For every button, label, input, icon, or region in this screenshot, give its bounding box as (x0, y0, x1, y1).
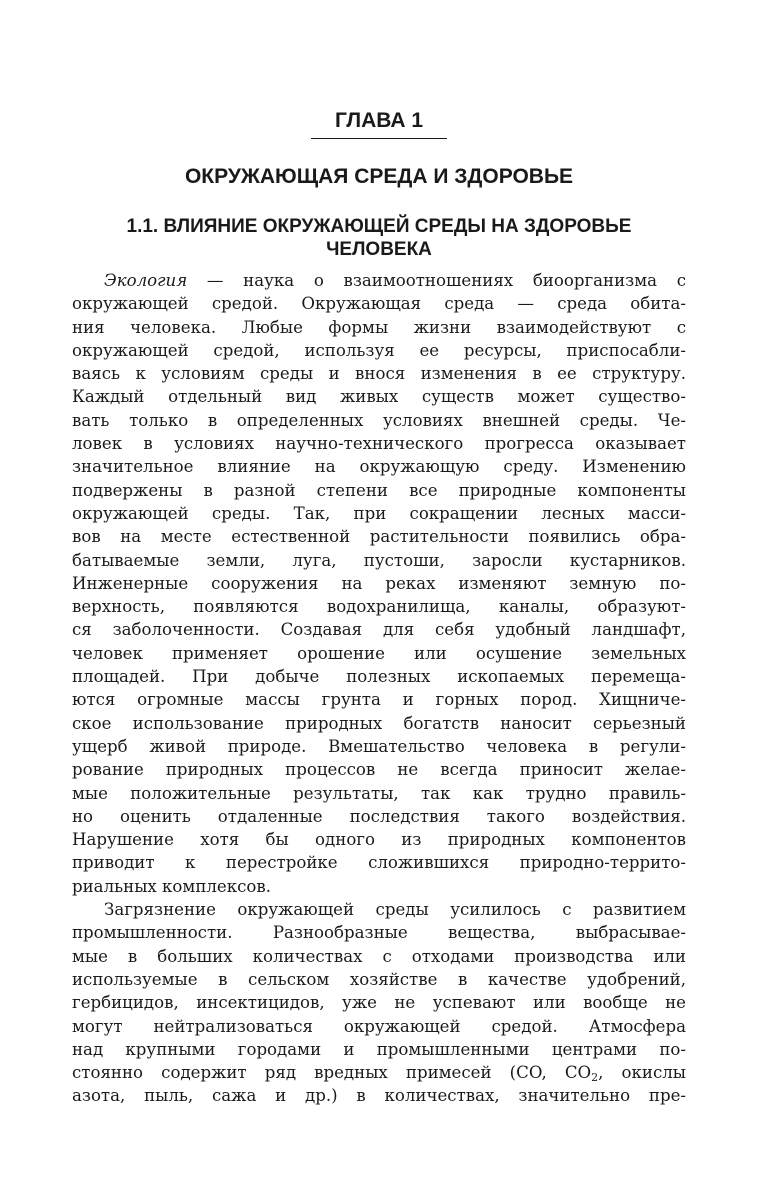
text-run: площадей. При добыче полезных ископаемых перемеща- (72, 667, 686, 687)
section-title: 1.1. ВЛИЯНИЕ ОКРУЖАЮЩЕЙ СРЕДЫ НА ЗДОРОВЬЕ ЧЕЛОВЕКА (126, 216, 632, 260)
text-run: батываемые земли, луга, пустоши, заросли кустарников. (72, 550, 686, 570)
text-line (72, 409, 686, 432)
text-run: ущерб живой природе. Вмешательство человека в регули- (72, 736, 686, 756)
text-run: промышленности. Разнообразные вещества, выбрасывае- (72, 923, 686, 943)
text-run: окружающей средой. Окружающая среда — среда обита- (72, 294, 686, 314)
text-run: ются огромные массы грунта и горных пород. Хищниче- (72, 690, 686, 710)
text-line (72, 432, 686, 455)
text-line (72, 921, 686, 944)
text-run: могут нейтрализоваться окружающей средой. Атмосфера (72, 1016, 686, 1036)
subscript: 2 (591, 1071, 599, 1085)
text-line (72, 642, 686, 665)
text-line (72, 502, 686, 525)
text-run: Нарушение хотя бы одного из природных компонентов (72, 830, 686, 850)
text-run: над крупными городами и промышленными центрами по- (72, 1039, 686, 1059)
text-line (72, 898, 686, 921)
text-run: рование природных процессов не всегда приносит желае- (72, 760, 686, 780)
text-line (72, 455, 686, 478)
text-run: ся заболоченности. Создавая для себя удобный ландшафт, (72, 620, 686, 640)
text-line (72, 292, 686, 315)
text-line (72, 339, 686, 362)
text-run: стоянно содержит ряд вредных примесей (CO, CO (72, 1063, 592, 1083)
text-line (72, 618, 686, 641)
text-run: Каждый отдельный вид живых существ может существо- (72, 387, 686, 407)
body-text (72, 269, 686, 1108)
text-run: но оценить отдаленные последствия такого воздействия. (72, 806, 686, 826)
text-line (72, 479, 686, 502)
text-run: верхность, появляются водохранилища, каналы, образуют- (72, 597, 686, 617)
text-line (72, 1084, 686, 1107)
lead-term: Экология (104, 271, 188, 290)
text-run: вов на месте естественной растительности появились обра- (72, 527, 686, 547)
text-line (72, 595, 686, 618)
text-run: азота, пыль, сажа и др.) в количествах, значительно пре- (72, 1086, 686, 1106)
text-run: ловек в условиях научно-технического прогресса оказывает (72, 434, 686, 454)
text-run: , окислы (598, 1063, 687, 1083)
text-run: гербицидов, инсектицидов, уже не успевают или вообще не (72, 993, 686, 1013)
text-run: приводит к перестройке сложившихся природно-террито- (72, 853, 686, 873)
text-line (72, 991, 686, 1014)
text-run: человек применяет орошение или осушение земельных (72, 643, 686, 663)
text-line (72, 712, 686, 735)
text-line (72, 316, 686, 339)
text-run: мые положительные результаты, так как трудно правиль- (72, 783, 686, 803)
text-line (72, 1038, 686, 1061)
text-run: — наука о взаимоотношениях биоорганизма с (187, 271, 686, 290)
paragraph-1 (72, 269, 686, 898)
text-line (72, 688, 686, 711)
paragraph-2 (72, 898, 686, 1108)
text-run: окружающей среды. Так, при сокращении лесных масси- (72, 503, 686, 523)
text-line (72, 945, 686, 968)
text-line (72, 758, 686, 781)
text-run: Загрязнение окружающей среды усилилось с развитием (104, 900, 686, 920)
text-line (72, 525, 686, 548)
text-line (72, 385, 686, 408)
text-run: вать только в определенных условиях внешней среды. Че- (72, 410, 686, 430)
text-run: риальных комплексов. (72, 876, 272, 896)
text-line (72, 805, 686, 828)
text-run: подвержены в разной степени все природные компоненты (72, 480, 686, 500)
text-line (72, 735, 686, 758)
text-line (72, 782, 686, 805)
text-line (72, 968, 686, 991)
text-line (72, 362, 686, 385)
text-run: мые в больших количествах с отходами производства или (72, 946, 686, 966)
text-run: ское использование природных богатств наносит серьезный (72, 713, 686, 733)
text-run: ваясь к условиям среды и внося изменения в ее структуру. (72, 364, 686, 384)
text-line (72, 665, 686, 688)
text-line (72, 549, 686, 572)
text-line (72, 572, 686, 595)
text-run: ния человека. Любые формы жизни взаимодействуют с (72, 317, 686, 337)
text-run: Инженерные сооружения на реках изменяют земную по- (72, 573, 686, 593)
text-line (72, 875, 686, 898)
text-line (72, 851, 686, 874)
text-line (72, 828, 686, 851)
text-run: значительное влияние на окружающую среду. Изменению (72, 457, 686, 477)
chapter-label (72, 108, 686, 139)
chapter-label-text: ГЛАВА 1 (311, 108, 447, 139)
text-line (72, 1015, 686, 1038)
text-line (72, 1061, 686, 1084)
book-page (72, 100, 686, 1108)
chapter-title: ОКРУЖАЮЩАЯ СРЕДА И ЗДОРОВЬЕ (184, 165, 574, 188)
text-line (72, 269, 686, 292)
text-run: окружающей средой, используя ее ресурсы, приспосабли- (72, 340, 686, 360)
text-run: используемые в сельском хозяйстве в качестве удобрений, (72, 969, 686, 989)
